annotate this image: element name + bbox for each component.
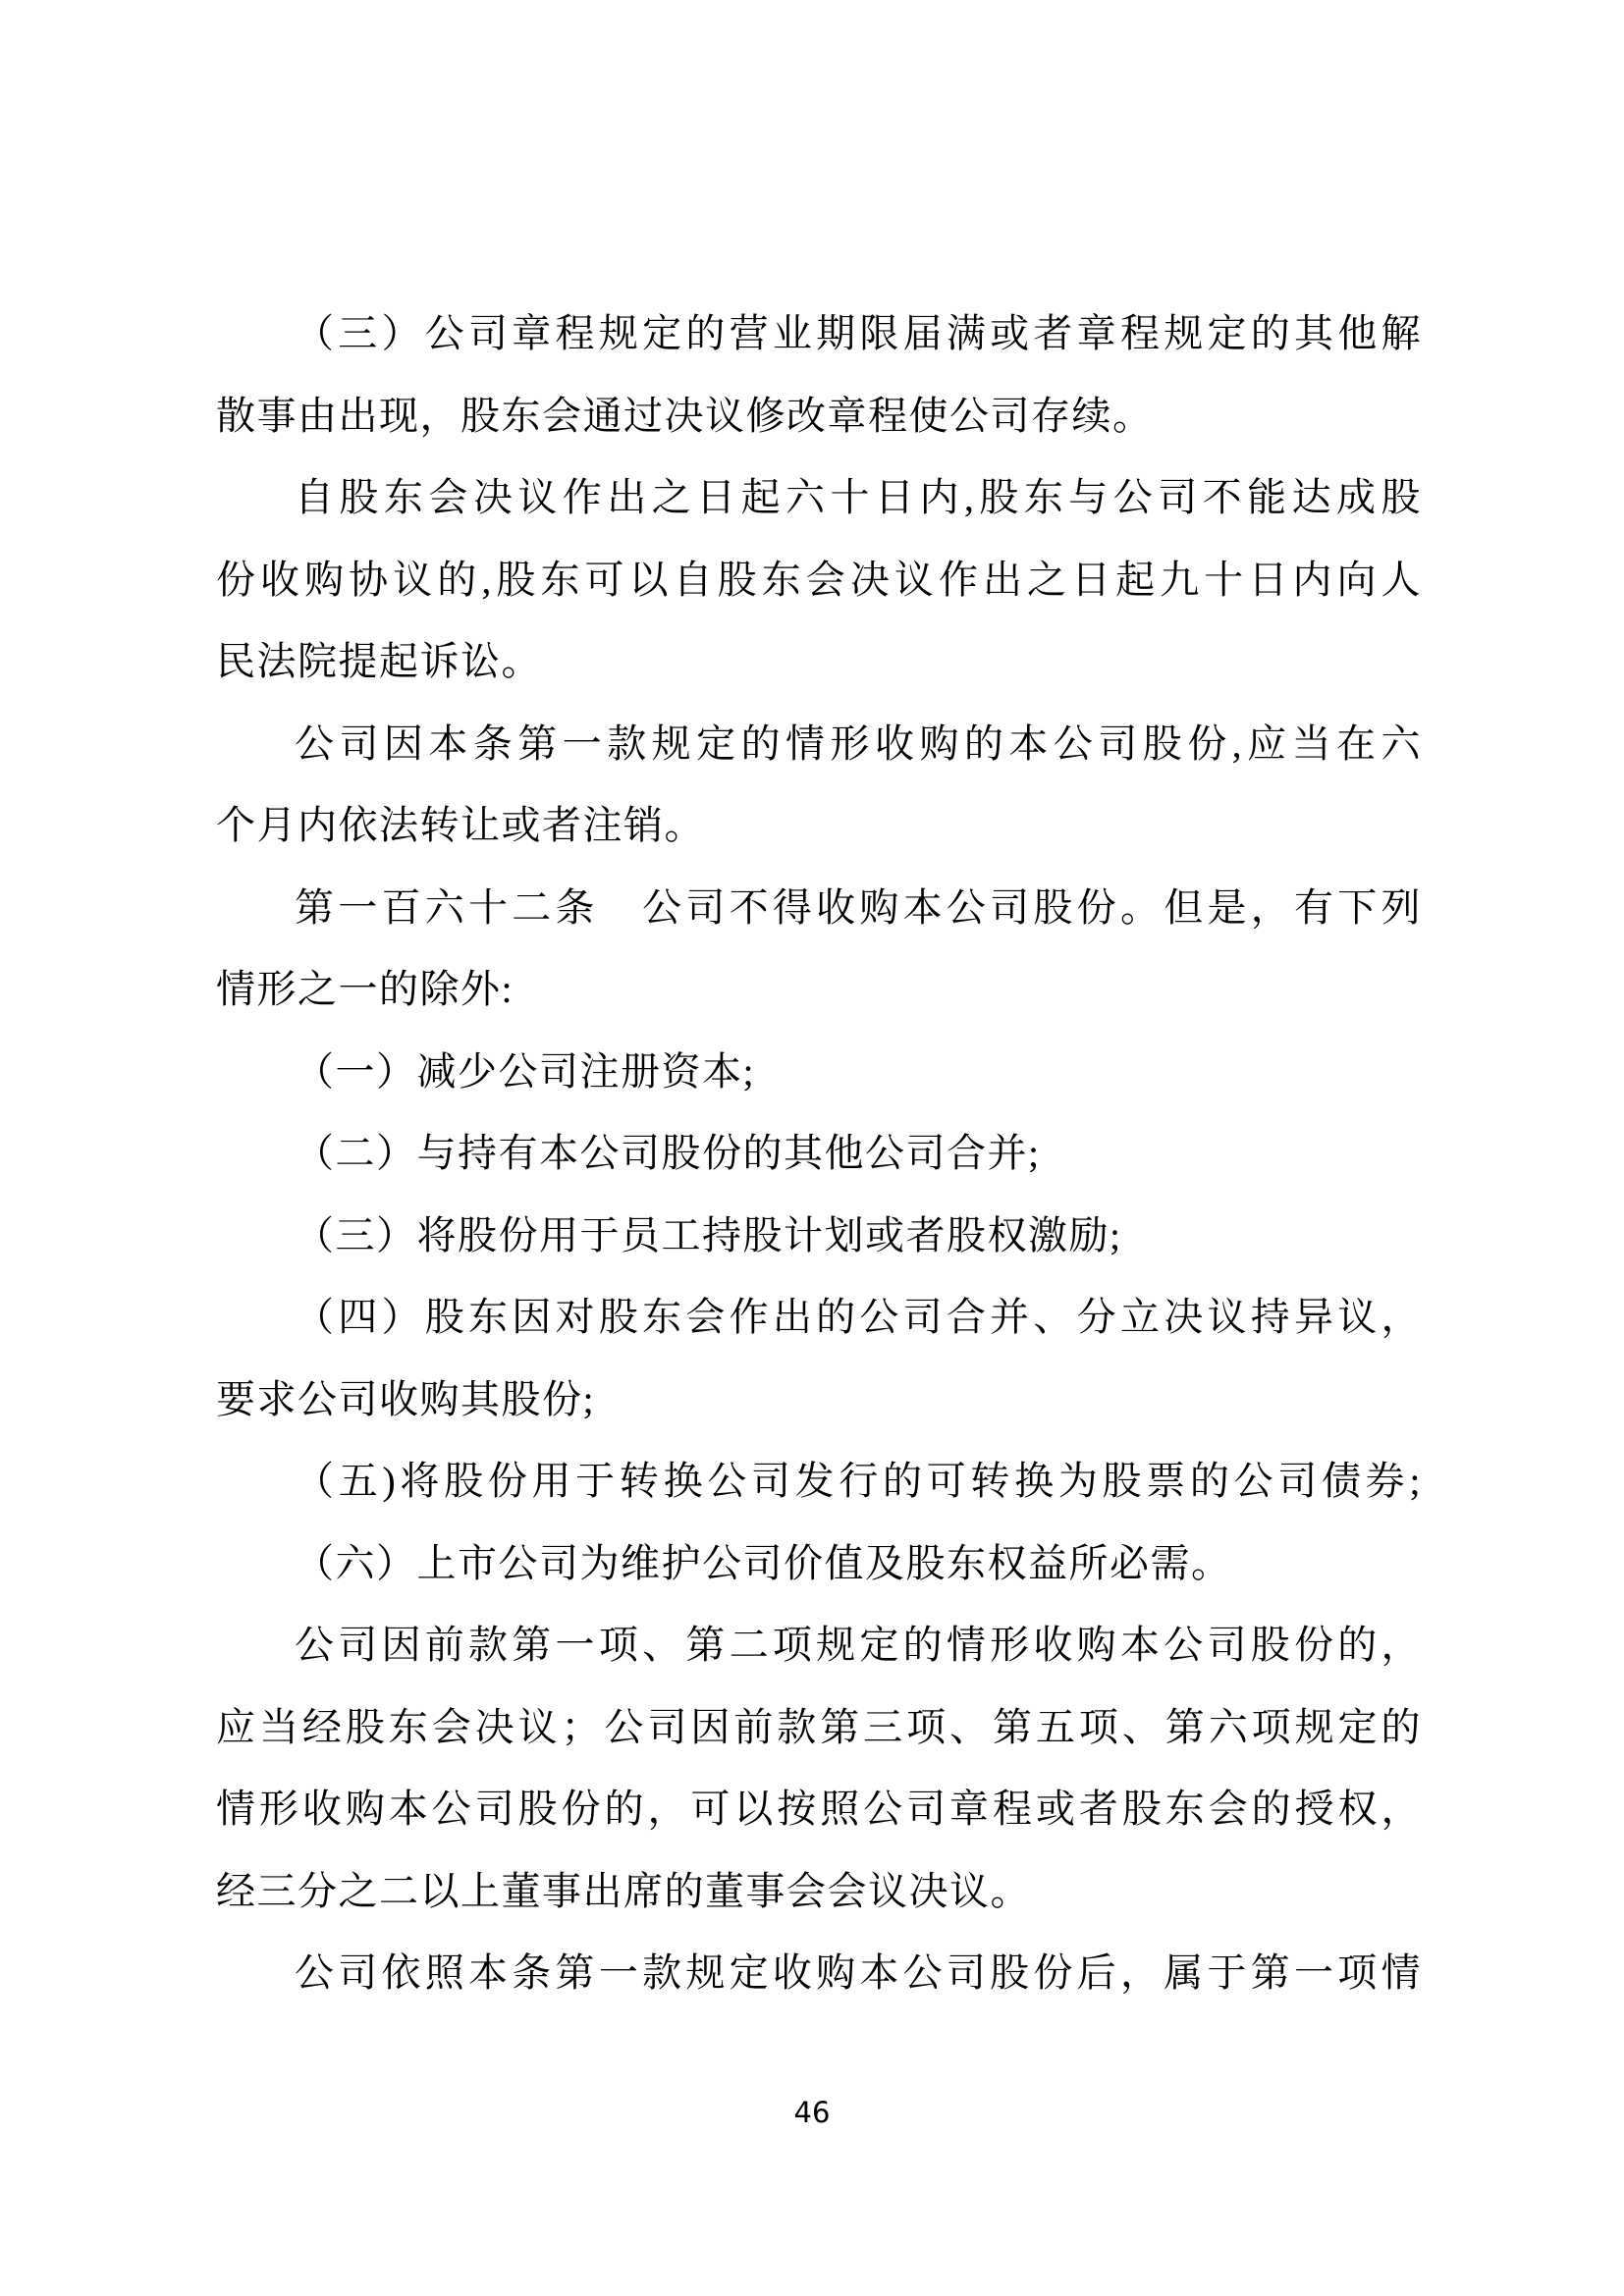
text-line: （三）将股份用于员工持股计划或者股权激励; xyxy=(295,1212,1122,1257)
text-line: 公司因前款第一项、第二项规定的情形收购本公司股份的， xyxy=(295,1623,1422,1667)
text-line: 情形收购本公司股份的，可以按照公司章程或者股东会的授权， xyxy=(216,1787,1422,1831)
text-line: 散事由出现，股东会通过决议修改章程使公司存续。 xyxy=(216,393,1154,438)
text-line: 公司因本条第一款规定的情形收购的本公司股份,应当在六 xyxy=(295,721,1422,766)
text-line: 第一百六十二条 公司不得收购本公司股份。但是，有下列 xyxy=(295,884,1422,930)
text-line: （三）公司章程规定的营业期限届满或者章程规定的其他解 xyxy=(295,311,1422,355)
text-line: 份收购协议的,股东可以自股东会决议作出之日起九十日内向人 xyxy=(216,557,1422,602)
text-line: 情形之一的除外: xyxy=(216,967,514,1011)
text-line: （六）上市公司为维护公司价值及股东权益所必需。 xyxy=(295,1540,1232,1585)
text-line: 个月内依法转让或者注销。 xyxy=(216,803,705,847)
text-line: （一）减少公司注册资本; xyxy=(295,1048,756,1094)
text-line: （四）股东因对股东会作出的公司合并、分立决议持异议， xyxy=(295,1295,1422,1339)
text-line: （二）与持有本公司股份的其他公司合并; xyxy=(295,1131,1041,1175)
page-number: 46 xyxy=(793,2096,831,2129)
text-line: 经三分之二以上董事出席的董事会会议决议。 xyxy=(216,1868,1031,1913)
text-line: 公司依照本条第一款规定收购本公司股份后，属于第一项情 xyxy=(295,1950,1422,1995)
text-line: 要求公司收购其股份; xyxy=(216,1376,596,1421)
text-line: （五)将股份用于转换公司发行的可转换为股票的公司债券; xyxy=(295,1459,1422,1503)
text-line: 自股东会决议作出之日起六十日内,股东与公司不能达成股 xyxy=(295,475,1422,519)
text-line: 应当经股东会决议；公司因前款第三项、第五项、第六项规定的 xyxy=(216,1704,1422,1749)
document-text-block xyxy=(216,293,1422,2014)
text-line: 民法院提起诉讼。 xyxy=(216,639,542,683)
